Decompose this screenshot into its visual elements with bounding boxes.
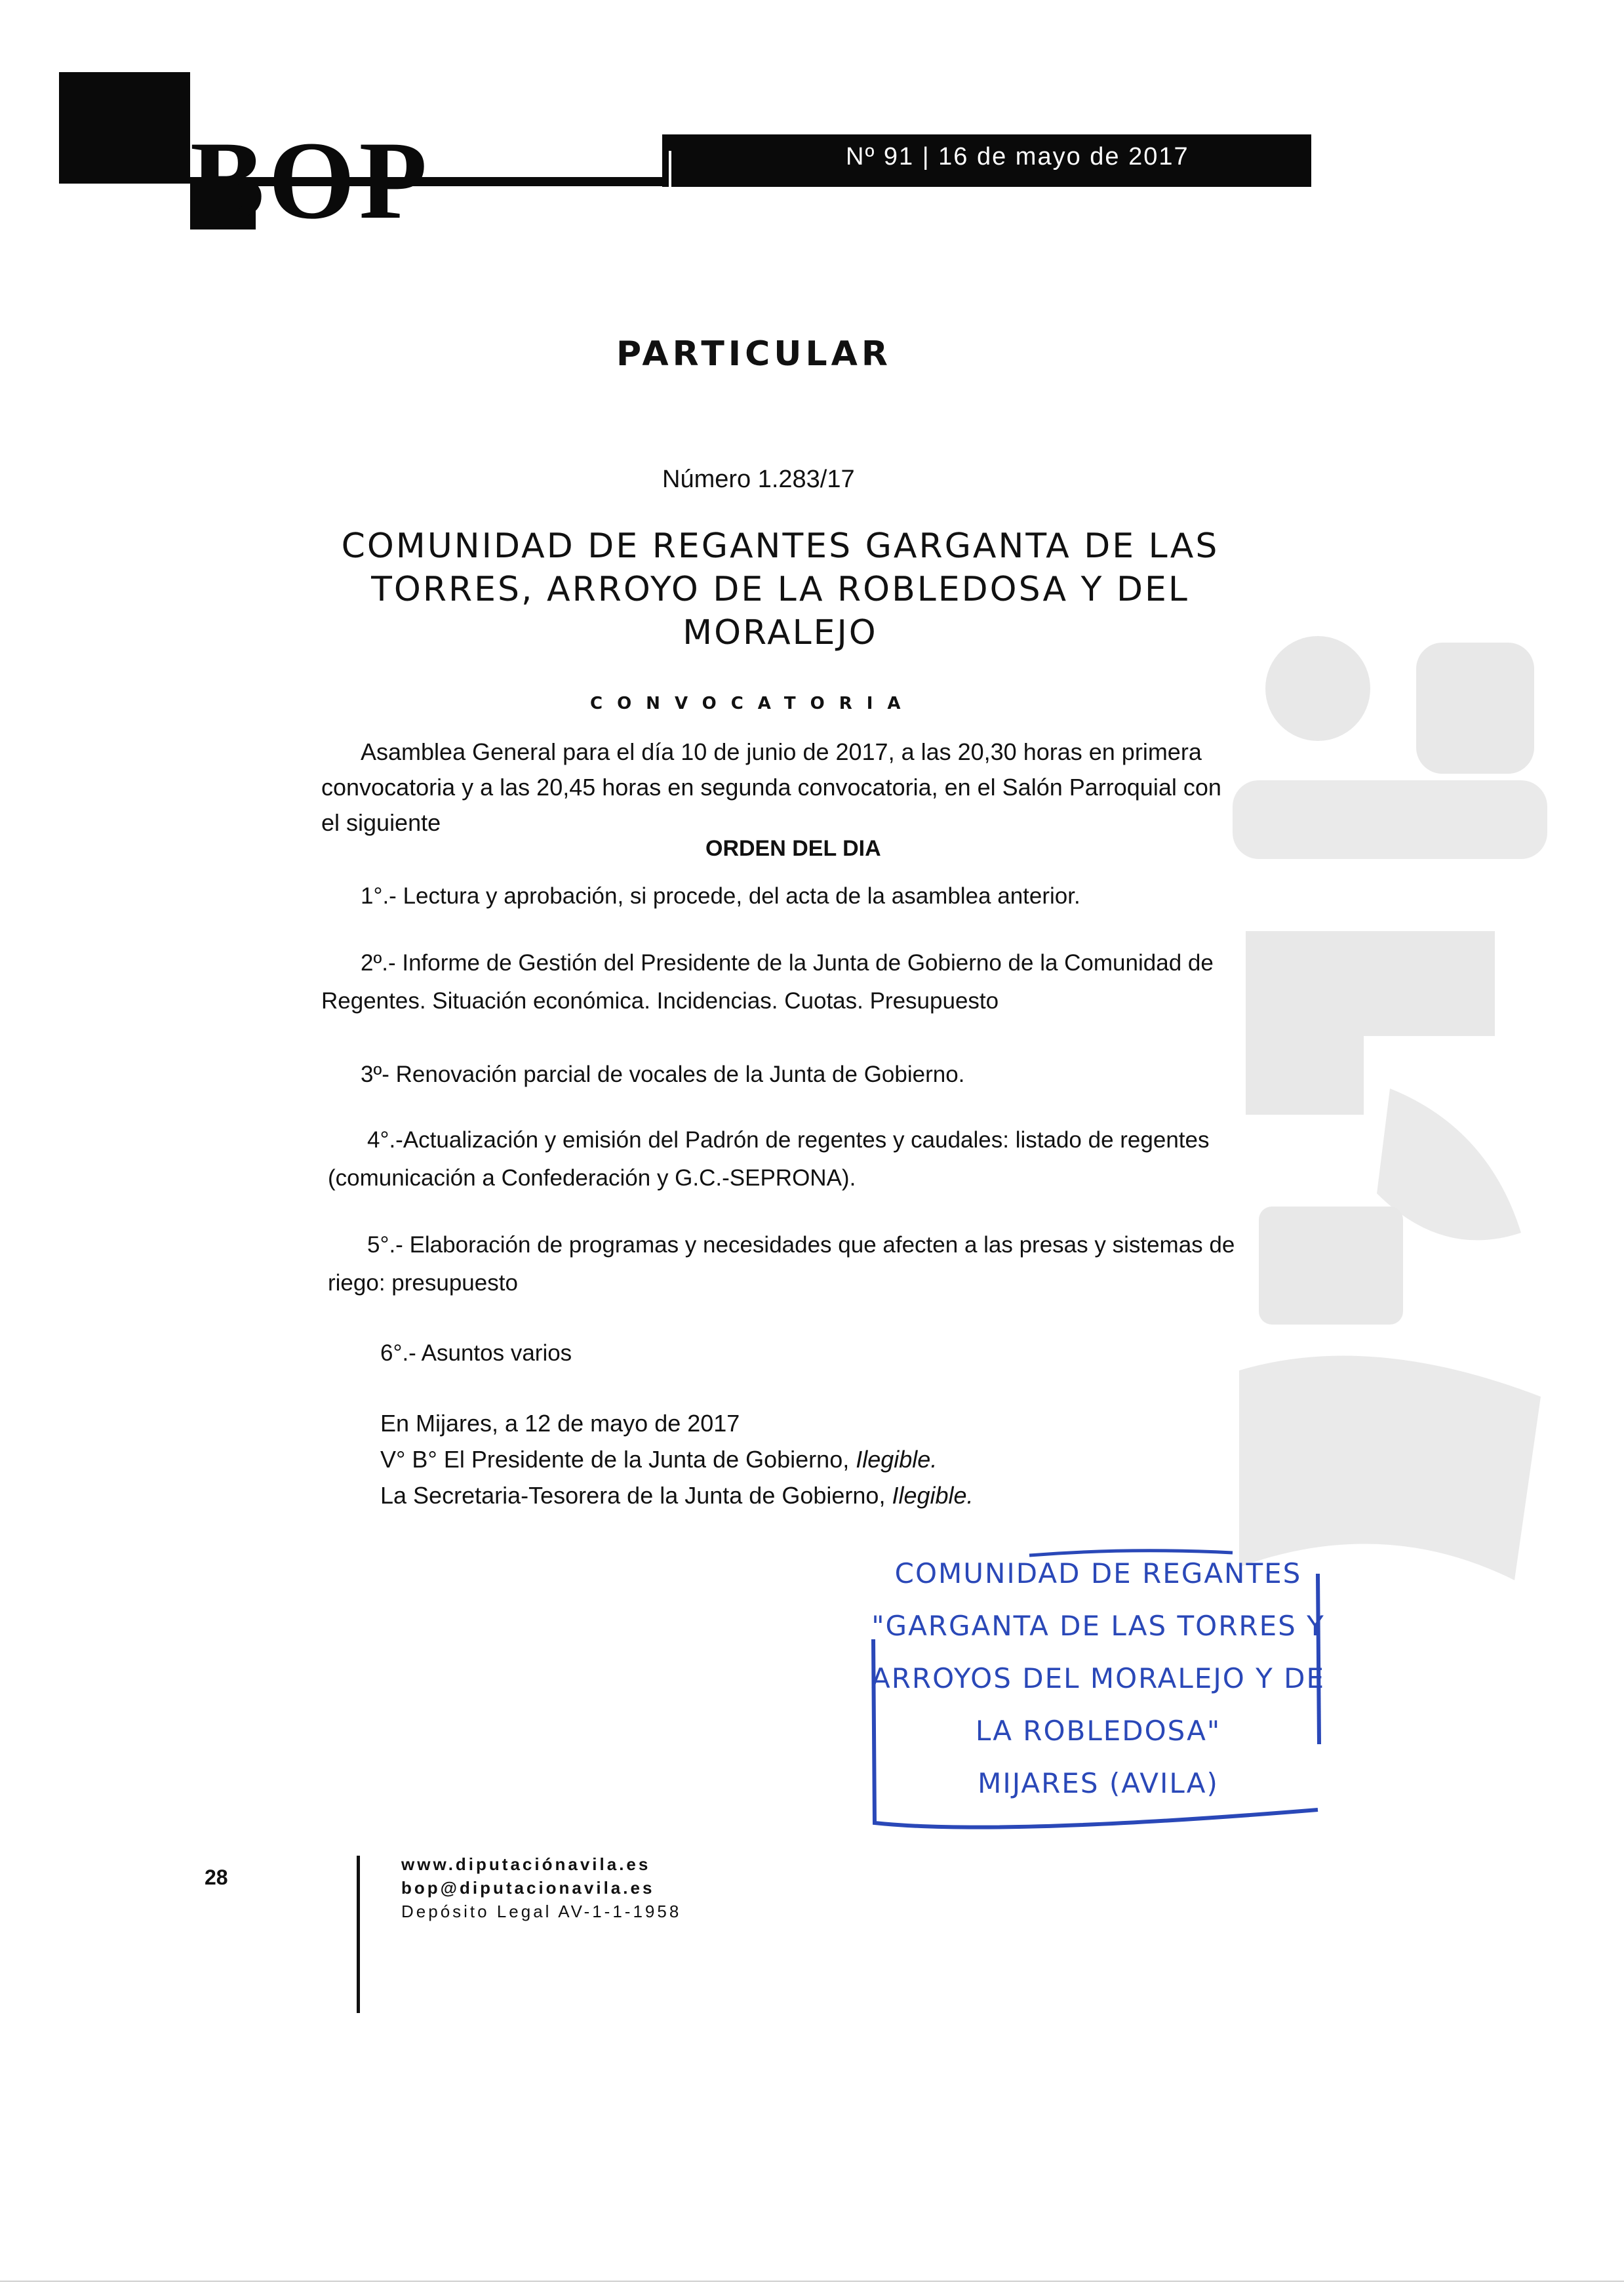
header-divider bbox=[669, 151, 671, 187]
convocatoria-heading: CONVOCATORIA bbox=[590, 694, 915, 713]
agenda-item-4: 4°.-Actualización y emisión del Padrón de regentes y caudales: listado de regentes (comunicación a Confederación y G.C.-SEPRONA). bbox=[328, 1127, 1210, 1191]
agenda-item-2: 2º.- Informe de Gestión del Presidente de la Junta de Gobierno de la Comunidad de Regentes. Situación económica. Incidencias. Cuotas. Presupuesto bbox=[321, 950, 1214, 1014]
stamp-line-3: ARROYOS DEL MORALEJO Y DE bbox=[871, 1662, 1326, 1694]
intro-paragraph: Asamblea General para el día 10 de junio de 2017, a las 20,30 horas en primera convocatoria y a las 20,45 horas en segunda convocatoria, en el Salón Parroquial con el siguiente bbox=[321, 738, 1221, 836]
stamp-line-4: LA ROBLEDOSA" bbox=[975, 1715, 1221, 1747]
president-signature-label: V° B° El Presidente de la Junta de Gobierno, bbox=[380, 1446, 850, 1473]
agenda-title: ORDEN DEL DIA bbox=[705, 836, 881, 861]
page-number: 28 bbox=[205, 1866, 228, 1889]
issue-number-date: Nº 91 | 16 de mayo de 2017 bbox=[846, 143, 1189, 170]
footer-website-link[interactable]: www.diputaciónavila.es bbox=[401, 1854, 651, 1874]
footer-email-link[interactable]: bop@diputacionavila.es bbox=[401, 1878, 655, 1898]
agenda-item-1: 1°.- Lectura y aprobación, si procede, del acta de la asamblea anterior. bbox=[361, 883, 1080, 909]
announcement-number: Número 1.283/17 bbox=[662, 466, 855, 493]
agenda-item-3: 3º- Renovación parcial de vocales de la Junta de Gobierno. bbox=[361, 1062, 965, 1087]
section-title: PARTICULAR bbox=[616, 334, 892, 374]
header-block-left bbox=[59, 72, 190, 184]
footer-legal-deposit: Depósito Legal AV-1-1-1958 bbox=[401, 1902, 682, 1921]
president-signature-value: Ilegible. bbox=[856, 1446, 938, 1473]
secretary-signature-label: La Secretaria-Tesorera de la Junta de Gobierno, bbox=[380, 1482, 886, 1509]
place-date: En Mijares, a 12 de mayo de 2017 bbox=[380, 1410, 740, 1437]
organization-name-line2: TORRES, ARROYO DE LA ROBLEDOSA Y DEL bbox=[371, 570, 1189, 609]
stamp-line-5: MIJARES (AVILA) bbox=[978, 1767, 1219, 1799]
president-signature bbox=[380, 1446, 937, 1473]
agenda-item-5: 5°.- Elaboración de programas y necesidades que afecten a las presas y sistemas de riego: presupuesto bbox=[328, 1232, 1235, 1296]
stamp-frame-icon bbox=[865, 1547, 1331, 1843]
organization-name-line1: COMUNIDAD DE REGANTES GARGANTA DE LAS bbox=[341, 527, 1219, 566]
stamp-line-2: "GARGANTA DE LAS TORRES Y bbox=[871, 1610, 1325, 1642]
footer-divider bbox=[357, 1856, 360, 2013]
watermark-emblem-icon bbox=[1219, 616, 1560, 1587]
page-bottom-rule bbox=[0, 2281, 1624, 2282]
bop-logo: BOP bbox=[190, 131, 431, 230]
official-stamp bbox=[865, 1547, 1331, 1843]
agenda-item-6: 6°.- Asuntos varios bbox=[380, 1340, 572, 1366]
organization-name bbox=[275, 525, 1285, 654]
footer-info bbox=[401, 1852, 681, 1923]
stamp-line-1: COMUNIDAD DE REGANTES bbox=[894, 1557, 1302, 1589]
secretary-signature-value: Ilegible. bbox=[892, 1482, 974, 1509]
secretary-signature bbox=[380, 1482, 974, 1509]
organization-name-line3: MORALEJO bbox=[683, 613, 878, 652]
